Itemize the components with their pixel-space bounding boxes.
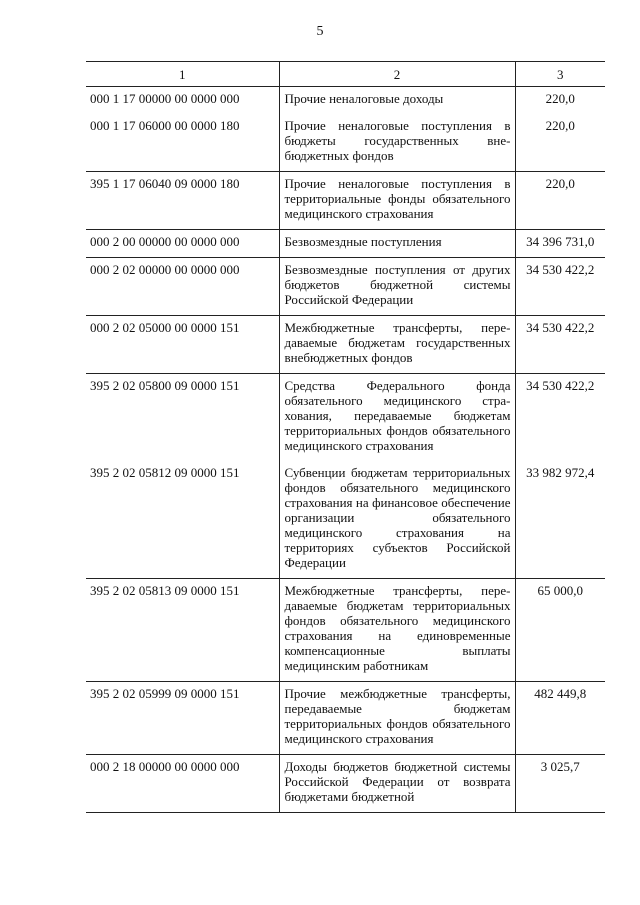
table-row bbox=[86, 374, 605, 462]
amount: 3 025,7 bbox=[515, 755, 605, 813]
table-row bbox=[86, 755, 605, 813]
revenue-name: Межбюджетные трансферты, передаваемые бюджетам государственных внебюджетных фондов bbox=[279, 316, 515, 374]
budget-code: 395 2 02 05800 09 0000 151 bbox=[86, 374, 279, 462]
revenue-name: Субвенции бюджетам территориальных фондов обязательного медицинского страхования на финансовое обеспечение организации обязательного медицинского страхования на территориях субъектов Российской Федерации bbox=[279, 461, 515, 579]
amount: 65 000,0 bbox=[515, 579, 605, 682]
amount: 34 396 731,0 bbox=[515, 230, 605, 258]
revenue-name: Доходы бюджетов бюджетной системы Российской Федерации от возврата бюджетами бюджетной bbox=[279, 755, 515, 813]
revenue-name: Средства Федерального фонда обязательного медицинского страхования, передаваемые бюджетам территориальных фондов обязательного медицинского страхования bbox=[279, 374, 515, 462]
budget-code: 000 2 00 00000 00 0000 000 bbox=[86, 230, 279, 258]
table-row bbox=[86, 114, 605, 172]
amount: 220,0 bbox=[545, 91, 575, 106]
budget-code: 395 2 02 05999 09 0000 151 bbox=[86, 682, 279, 755]
header-col-2: 2 bbox=[279, 62, 515, 87]
header-col-3: 3 bbox=[515, 62, 605, 87]
revenue-name: Прочие неналоговые поступления в территориальные фонды обязательного медицинского страхования bbox=[279, 172, 515, 230]
budget-code: 000 1 17 00000 00 0000 000 bbox=[90, 91, 240, 106]
table-row bbox=[86, 172, 605, 230]
revenue-table bbox=[86, 61, 605, 813]
table-row bbox=[86, 230, 605, 258]
amount: 220,0 bbox=[515, 172, 605, 230]
amount: 33 982 972,4 bbox=[526, 465, 595, 480]
revenue-name: Межбюджетные трансферты, передаваемые бюджетам территориальных фондов обязательного медицинского страхования на единовременные компенсационные выплаты медицинским работникам bbox=[279, 579, 515, 682]
amount: 482 449,8 bbox=[515, 682, 605, 755]
table-row bbox=[86, 682, 605, 755]
table-header-row bbox=[86, 62, 605, 87]
amount: 34 530 422,2 bbox=[515, 258, 605, 316]
revenue-name: Прочие межбюджетные трансферты, передаваемые бюджетам территориальных фондов обязательного медицинского страхования bbox=[279, 682, 515, 755]
budget-code: 000 1 17 06000 00 0000 180 bbox=[90, 118, 240, 133]
table-row bbox=[86, 461, 605, 579]
table-row bbox=[86, 87, 605, 115]
table-row bbox=[86, 258, 605, 316]
revenue-name: Безвозмездные поступления bbox=[279, 230, 515, 258]
budget-code: 000 2 02 00000 00 0000 000 bbox=[86, 258, 279, 316]
table-row bbox=[86, 579, 605, 682]
revenue-name: Прочие неналоговые доходы bbox=[279, 87, 515, 115]
revenue-name: Прочие неналоговые поступления в бюджеты государственных внебюджетных фондов bbox=[279, 114, 515, 172]
amount: 34 530 422,2 bbox=[515, 316, 605, 374]
header-col-1: 1 bbox=[86, 62, 279, 87]
amount: 34 530 422,2 bbox=[515, 374, 605, 462]
budget-code: 395 1 17 06040 09 0000 180 bbox=[86, 172, 279, 230]
table-row bbox=[86, 316, 605, 374]
amount: 220,0 bbox=[545, 118, 575, 133]
budget-code: 000 2 02 05000 00 0000 151 bbox=[86, 316, 279, 374]
budget-code: 395 2 02 05812 09 0000 151 bbox=[90, 465, 240, 480]
budget-code: 395 2 02 05813 09 0000 151 bbox=[86, 579, 279, 682]
budget-code: 000 2 18 00000 00 0000 000 bbox=[86, 755, 279, 813]
page-number: 5 bbox=[316, 24, 324, 39]
revenue-name: Безвозмездные поступления от других бюджетов бюджетной системы Российской Федерации bbox=[279, 258, 515, 316]
